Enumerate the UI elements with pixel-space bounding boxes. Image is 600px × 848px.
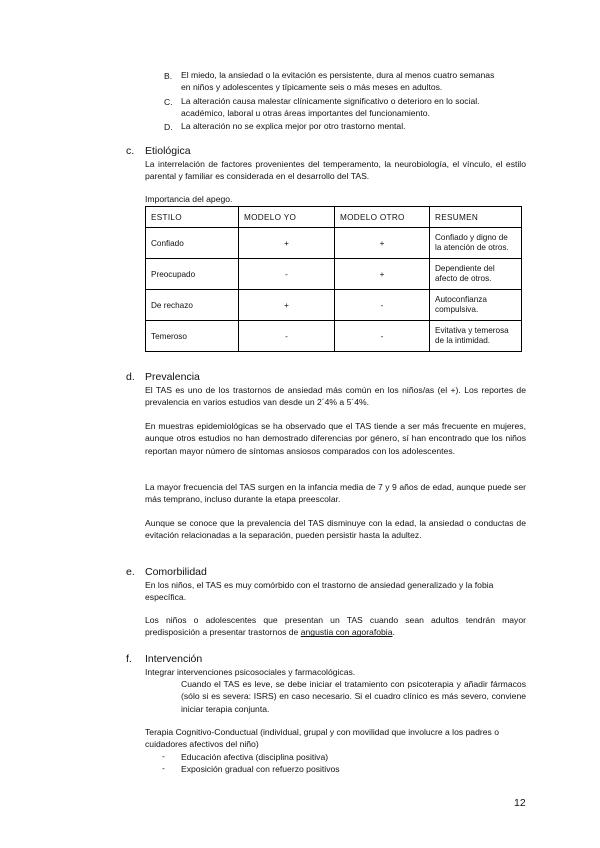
table-header-cell: ESTILO [146, 207, 239, 228]
etiologia-paragraph: La interrelación de factores provenientes del temperamento, la neurobiología, el vínculo, el estilo parental y familiar es considerada en el desarrollo del TAS. [145, 159, 526, 182]
criterion-letter: D. [164, 122, 173, 132]
paragraph-text: . [392, 627, 395, 638]
section-letter: f. [126, 653, 132, 665]
intervencion-indented-paragraph: Cuando el TAS es leve, se debe iniciar el tratamiento con psicoterapia y añadir fármacos (sólo si es severa: ISRS) en caso necesario. Si el cuadro clínico es más severo, conviene iniciar terapia conjunta. [181, 679, 526, 714]
bullet-dash: - [162, 763, 165, 773]
table-caption: Importancia del apego. [145, 194, 233, 204]
paragraph-text: Los niños o adolescentes que presentan un TAS cuando sean adultos tendrán mayor predisposición a presentar trastornos de [145, 615, 526, 638]
section-heading-prevalencia [126, 371, 200, 383]
criterion-letter: B. [164, 71, 173, 81]
table-cell-otro: + [335, 259, 430, 290]
section-title: Etiológica [145, 145, 191, 157]
criterion-line: académico, laboral u otras áreas importantes del funcionamiento. [181, 108, 430, 119]
page-number: 12 [514, 797, 526, 809]
table-cell-estilo: Temeroso [146, 321, 239, 352]
table-header-row [146, 207, 522, 228]
table-cell-yo: - [239, 259, 335, 290]
therapy-paragraph: Terapia Cognitivo-Conductual (individual, grupal y con movilidad que involucre a los padres o cuidadores afectivos del niño) [145, 727, 499, 750]
table-cell-yo: + [239, 228, 335, 259]
bullet-dash: - [162, 751, 165, 761]
intervencion-intro: Integrar intervenciones psicosociales y farmacológicas. [145, 667, 356, 677]
bullet-item: Educación afectiva (disciplina positiva) [181, 752, 329, 762]
bullet-item: Exposición gradual con refuerzo positivos [181, 764, 340, 774]
table-row [146, 321, 522, 352]
section-title: Prevalencia [145, 371, 200, 383]
table-cell-otro: - [335, 290, 430, 321]
section-title: Intervención [145, 653, 203, 665]
table-cell-resumen: Evitativa y temerosa de la intimidad. [430, 321, 522, 352]
comorbilidad-paragraph-2 [145, 614, 526, 639]
comorbilidad-paragraph: En los niños, el TAS es muy comórbido con el trastorno de ansiedad generalizado y la fobia específica. [145, 580, 494, 603]
table-header-cell: MODELO YO [239, 207, 335, 228]
prevalencia-paragraph: El TAS es uno de los trastornos de ansiedad más común en los niños/as (el +). Los reportes de prevalencia en varios estudios van desde un 2´4% a 5´4%. [145, 385, 526, 408]
criterion-line: El miedo, la ansiedad o la evitación es persistente, dura al menos cuatro semanas [181, 70, 495, 80]
table-row [146, 228, 522, 259]
table-cell-estilo: Confiado [146, 228, 239, 259]
section-letter: d. [126, 371, 135, 383]
criterion-line: en niños y adolescentes y típicamente seis o más meses en adultos. [181, 82, 443, 93]
table-cell-yo: - [239, 321, 335, 352]
table-cell-yo: + [239, 290, 335, 321]
prevalencia-paragraph: En muestras epidemiológicas se ha observado que el TAS tiende a ser más frecuente en mujeres, aunque otros estudios no han demostrado diferencias por género, sí han encontrado que los niños reportan mayor número de síntomas ansiosos comparados con los adolescentes. [145, 421, 526, 456]
prevalencia-paragraph: Aunque se conoce que la prevalencia del TAS disminuye con la edad, la ansiedad o conductas de evitación relacionadas a la separación, pueden persistir hasta la adultez. [145, 518, 526, 541]
table-cell-otro: + [335, 228, 430, 259]
table-cell-otro: - [335, 321, 430, 352]
section-heading-etiologia [126, 145, 191, 157]
table-cell-resumen: Autoconfianza compulsiva. [430, 290, 522, 321]
criterion-line: La alteración no se explica mejor por otro trastorno mental. [181, 121, 406, 131]
table-row [146, 290, 522, 321]
section-title: Comorbilidad [145, 566, 207, 578]
section-letter: c. [126, 145, 135, 157]
criterion-letter: C. [164, 97, 173, 107]
table-cell-estilo: Preocupado [146, 259, 239, 290]
section-heading-comorbilidad [126, 566, 207, 578]
table-cell-estilo: De rechazo [146, 290, 239, 321]
section-letter: e. [126, 566, 135, 578]
table-header-cell: MODELO OTRO [335, 207, 430, 228]
table-header-cell: RESUMEN [430, 207, 522, 228]
prevalencia-paragraph: La mayor frecuencia del TAS surgen en la infancia media de 7 y 9 años de edad, aunque puede ser más temprano, incluso durante la etapa preescolar. [145, 482, 526, 505]
attachment-table [145, 206, 522, 352]
table-row [146, 259, 522, 290]
underlined-term: angustia con agorafobia [300, 627, 393, 638]
criterion-line: La alteración causa malestar clínicamente significativo o deterioro en lo social. [181, 96, 480, 106]
table-cell-resumen: Dependiente del afecto de otros. [430, 259, 522, 290]
table-cell-resumen: Confiado y digno de la atención de otros. [430, 228, 522, 259]
section-heading-intervencion [126, 653, 202, 665]
